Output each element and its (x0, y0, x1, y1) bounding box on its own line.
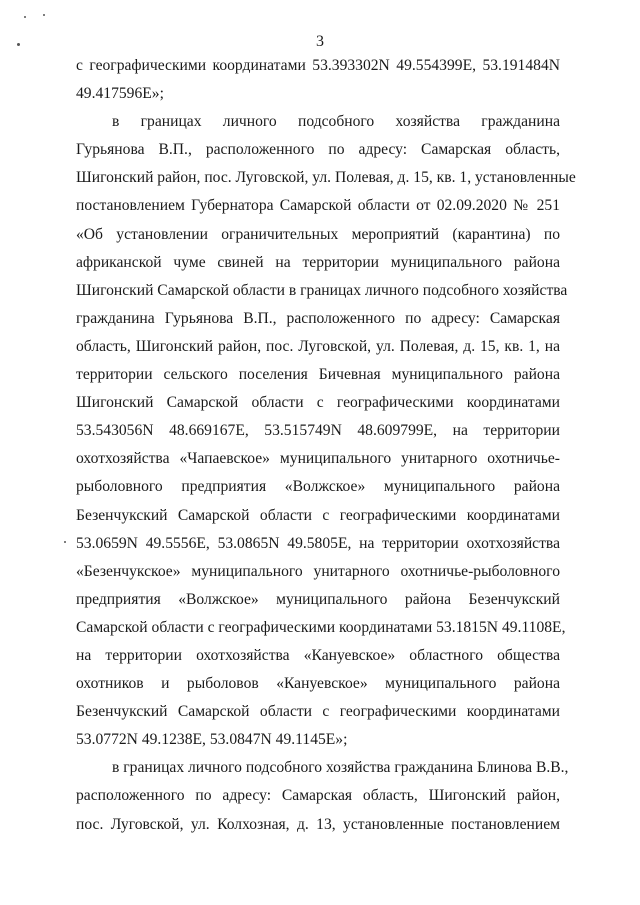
text-line: охотхозяйства «Чапаевское» муниципального унитарного охотничье- (76, 450, 560, 468)
text-line: «Безенчукское» муниципального унитарного охотничье-рыболовного (76, 562, 560, 580)
scan-speck (24, 16, 26, 18)
text-line: гражданина Гурьянова В.П., расположенного по адресу: Самарская (76, 309, 560, 327)
page-number: 3 (316, 33, 324, 50)
text-line: Гурьянова В.П., расположенного по адресу: Самарская область, (76, 141, 560, 159)
text-line: рыболовного предприятия «Волжское» муниципального района (76, 478, 560, 496)
document-body (76, 52, 576, 839)
text-line: Шигонский район, пос. Луговской, ул. Полевая, д. 15, кв. 1, установленные (76, 169, 576, 187)
text-line: 53.543056N 48.669167E, 53.515749N 48.609799E, на территории (76, 422, 560, 440)
text-line: 49.417596E»; (76, 85, 164, 103)
text-line: 53.0659N 49.5556E, 53.0865N 49.5805E, на территории охотхозяйства (76, 534, 560, 552)
text-line: в границах личного подсобного хозяйства гражданина (112, 113, 560, 131)
text-line: охотников и рыболовов «Кануевское» муниципального района (76, 675, 560, 693)
text-line: Безенчукский Самарской области с географическими координатами (76, 703, 560, 721)
text-line: территории сельского поселения Бичевная муниципального района (76, 366, 560, 384)
text-line: расположенного по адресу: Самарская область, Шигонский район, (76, 787, 560, 805)
text-line: Шигонский Самарской области в границах личного подсобного хозяйства (76, 281, 568, 299)
text-line: «Об установлении ограничительных мероприятий (карантина) по (76, 225, 560, 243)
text-line: на территории охотхозяйства «Кануевское» областного общества (76, 646, 560, 664)
text-line: с географическими координатами 53.393302N 49.554399E, 53.191484N (76, 57, 560, 74)
scan-speck (64, 541, 66, 543)
text-line: пос. Луговской, ул. Колхозная, д. 13, установленные постановлением (76, 815, 560, 833)
text-line: постановлением Губернатора Самарской области от 02.09.2020 № 251 (76, 197, 560, 215)
text-line: в границах личного подсобного хозяйства гражданина Блинова В.В., (112, 759, 569, 777)
scan-speck (43, 14, 45, 16)
text-line: область, Шигонский район, пос. Луговской, ул. Полевая, д. 15, кв. 1, на (76, 337, 560, 355)
text-line: предприятия «Волжское» муниципального района Безенчукский (76, 590, 560, 608)
text-line: Безенчукский Самарской области с географическими координатами (76, 506, 560, 524)
text-line: 53.0772N 49.1238E, 53.0847N 49.1145E»; (76, 731, 348, 749)
text-line: африканской чуме свиней на территории муниципального района (76, 253, 560, 271)
text-line: Самарской области с географическими координатами 53.1815N 49.1108E, (76, 618, 566, 636)
text-line: Шигонский Самарской области с географическими координатами (76, 394, 560, 412)
